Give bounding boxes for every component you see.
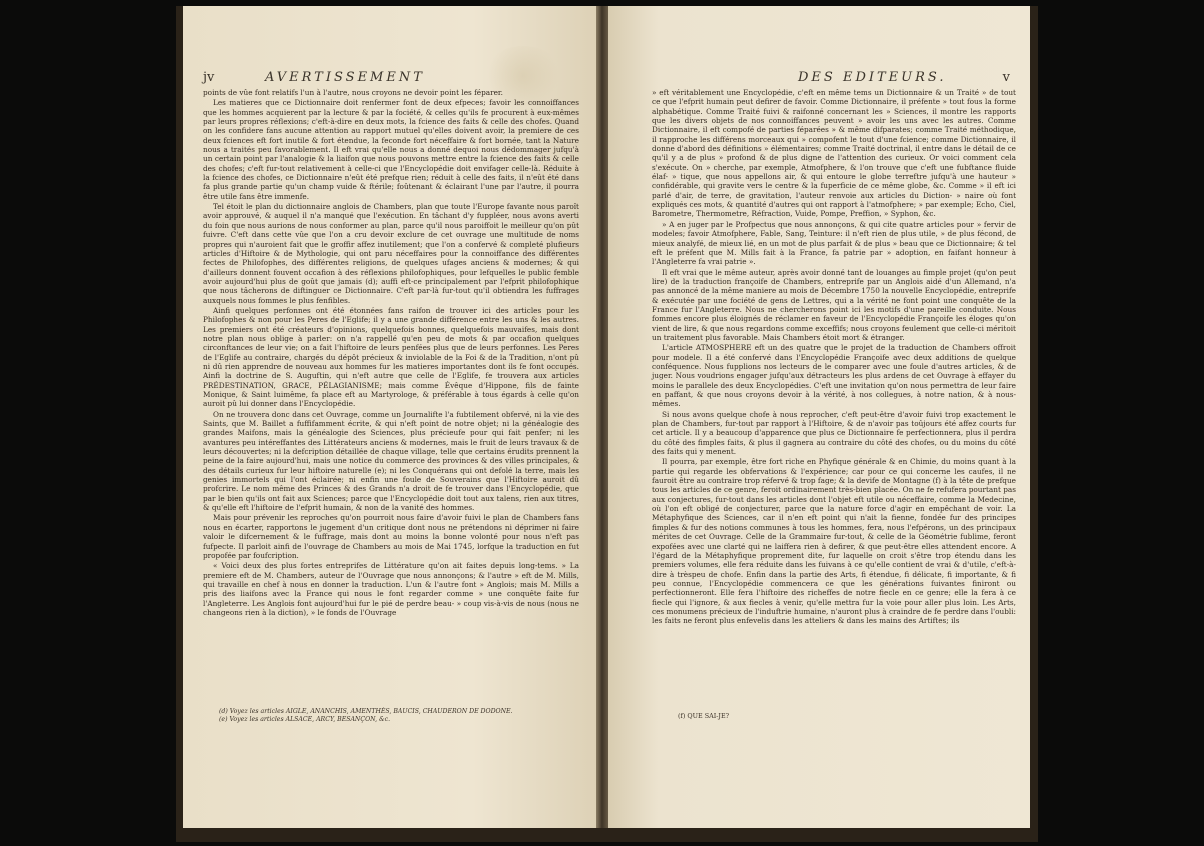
paragraph: Il eft vrai que le même auteur, après avoir donné tant de louanges au fimple projet (qu'on peut lire) de la traduction françoife de Chambers, entreprife par un Anglois aidé d'un Allemand, n'a pas annoncé de la même maniere au mois de Décembre 1750 la nouvelle Encyclopédie, entreprife & exécutée par une fociété de gens de Lettres, qui a la vérité ne font point une conquête de la France fur l'Angleterre. Nous ne chercherons point ici les motifs d'une pareille conduite. Nous fommes encore plus éloignés de réclamer en faveur de l'Encyclopédie Françoife les éloges qu'on vient de lire, & que nous regardons comme exceffifs; nous croyons feulement que celle-ci méritoit un traitement plus favorable. Mais Chambers étoit mort & étranger. — [652, 267, 1016, 342]
right-footnote: (f) QUE SAI-JE? — [678, 712, 730, 720]
footnote: (d) Voyez les articles AIGLE, ANANCHIS, AMENTHÈS, BAUCIS, CHAUDERON DE DODONE. — [219, 708, 513, 715]
right-page — [608, 6, 1030, 828]
right-running-header — [628, 70, 1010, 86]
left-text-block — [203, 88, 579, 728]
paragraph: Tel étoit le plan du dictionnaire anglois de Chambers, plan que toute l'Europe favante nous paroît avoir approuvé, & auquel il n'a manqué que l'exécution. En tâchant d'y fuppléer, nous avons averti du foin que nous aurions de nous conformer au plan, parce qu'il nous paroiffoit le meilleur qu'on pût fuivre. C'eft dans cette vûe que l'on a cru devoir exclure de cet ouvrage une multitude de noms propres qui n'auroient fait que le groffir affez inutilement; que l'on a confervé & completé plufieurs articles d'Hiftoire & de Mythologie, qui ont paru néceffaires pour la connoiffance des différentes fectes de Philofophes, des différentes religions, de quelques ufages anciens & modernes; & qui d'ailleurs donnent fouvent occafion à des réflexions philofophiques, pour lefquelles le public femble avoir aujourd'hui plus de goût que jamais (d); auffi eft-ce principalement par l'efprit philofophique que nous tâcherons de diftinguer ce Dictionnaire. C'eft par-là fur-tout qu'il obtiendra les fuffrages auxquels nous fommes le plus fenfibles. — [203, 202, 579, 305]
paragraph: Si nous avons quelque chofe à nous reprocher, c'eft peut-être d'avoir fuivi trop exactement le plan de Chambers, fur-tout par rapport à l'Hiftoire, & de n'avoir pas toûjours été affez courts fur cet article. Il y a beaucoup d'apparence que plus ce Dictionnaire fe perfectionnera, plus il perdra du côté des fimples faits, & plus il gagnera au contraire du côté des chofes, ou du moins du côté des faits qui y menent. — [652, 409, 1016, 457]
footnote: (e) Voyez les articles ALSACE, ARCY, BESANÇON, &c. — [219, 716, 391, 723]
paragraph: Ainfi quelques perfonnes ont été étonnées fans raifon de trouver ici des articles pour les Philofophes & non pour les Peres de l'Eglife; il y a une grande différence entre les uns & les autres. Les premiers ont été créateurs d'opinions, quelquefois bonnes, quelquefois mauvaifes, mais dont notre plan nous oblige à parler: on n'a rappellé qu'en peu de mots & par occafion quelques circonftances de leur vie; on a fait l'hiftoire de leurs penfées plus que de leurs perfonnes. Les Peres de l'Eglife au contraire, chargés du dépôt précieux & inviolable de la Foi & de la Tradition, n'ont pû ni dû rien apprendre de nouveau aux hommes fur les matieres importantes dont ils fe font occupés. Ainfi la doctrine de S. Auguftin, qui n'eft autre que celle de l'Eglife, fe trouvera aux articles PRÉDESTINATION, GRACE, PÉLAGIANISME; mais comme Évêque d'Hippone, fils de fainte Monique, & Saint luimême, fa place eft au Martyrologe, & préférable à tous égards à celle qu'on auroit pû lui donner dans l'Encyclopédie. — [203, 305, 579, 409]
right-text-block — [652, 88, 1016, 728]
right-header-title: DES EDITEURS. — [798, 70, 947, 85]
paragraph: Mais pour prévenir les reproches qu'on pourroit nous faire d'avoir fuivi le plan de Chambers fans nous en écarter, rapportons le jugement d'un critique dont nous ne prétendons ni déprimer ni faire valoir le difcernement & le fuffrage, mais dont au moins la bonne volonté pour nous n'eft pas fufpecte. Il parloit ainfi de l'ouvrage de Chambers au mois de Mai 1745, lorfque la traduction en fut propofée par foufcription. — [203, 513, 579, 560]
paragraph: L'article ATMOSPHERE eft un des quatre que le projet de la traduction de Chambers offroit pour modele. Il a été confervé dans l'Encyclopédie Françoife avec deux additions de quelque conféquence. Nous fupplions nos lecteurs de le comparer avec une foule d'autres articles, & de juger. Nous voudrions engager jufqu'aux détracteurs les plus ardens de cet Ouvrage à effayer du moins le parallele des deux Encyclopédies. C'eft une invitation qu'on nous permettra de leur faire en paffant, & que nous croyons devoir à la vérité, à nos collegues, à notre nation, & à nous-mêmes. — [652, 343, 1016, 409]
paragraph: On ne trouvera donc dans cet Ouvrage, comme un Journalifte l'a fubtilement obfervé, ni la vie des Saints, que M. Baillet a fuffifamment écrite, & qui n'eft point de notre objet; ni la généalogie des grandes Maifons, mais la généalogie des Sciences, plus précieufe pour qui fait penfer; ni les avantures peu intéreffantes des Littérateurs anciens & modernes, mais le fruit de leurs travaux & de leurs découvertes; ni la defcription détaillée de chaque village, telle que certains érudits prennent la peine de la faire aujourd'hui, mais une notice du commerce des provinces & des villes principales, & des détails curieux fur leur hiftoire naturelle (e); ni les Conquérans qui ont defolé la terre, mais les genies immortels qui l'ont éclairée; ni enfin une foule de Souverains que l'Hiftoire auroit dû profcrire. Le nom même des Princes & des Grands n'a droit de fe trouver dans l'Encyclopédie, que par le bien qu'ils ont fait aux Sciences; parce que l'Encyclopédie doit tout aux talens, rien aux titres, & qu'elle eft l'hiftoire de l'efprit humain, & non de la vanité des hommes. — [203, 409, 579, 513]
left-header-title: AVERTISSEMENT — [265, 70, 425, 85]
paragraph: Il pourra, par exemple, être fort riche en Phyfique générale & en Chimie, du moins quant à la partie qui regarde les obfervations & l'expérience; car pour ce qui concerne les caufes, il ne fauroit être au contraire trop réfervé & trop fage; & la devife de Montagne (f) à la tête de prefque tous les articles de ce genre, feroit ordinairement très-bien placée. On ne fe refufera pourtant pas aux conjectures, fur-tout dans les articles dont l'objet eft utile ou néceffaire, comme la Medecine, où l'on eft obligé de conjecturer, parce que la nature force d'agir en empêchant de voir. La Métaphyfique des Sciences, car il n'en eft point qui n'ait la fienne, fondée fur des principes fimples & fur des notions communes à tous les hommes, fera, nous l'efpérons, un des principaux mérites de cet Ouvrage. Celle de la Grammaire fur-tout, & celle de la Géométrie fublime, feront expofées avec une clarté qui ne laiffera rien à defirer, & que peut-être elles attendent encore. A l'égard de la Métaphyfique proprement dite, fur laquelle on croit s'être trop étendu dans les premiers volumes, elle fera réduite dans les fuivans à ce qu'elle contient de vrai & d'utile, c'eft-à-dire à trèspeu de chofe. Enfin dans la partie des Arts, fi étendue, fi délicate, fi importante, & fi peu connue, l'Encyclopédie commencera ce que les générations fuivantes finiront ou perfectionneront. Elle fera l'hiftoire des richeffes de notre fiecle en ce genre; elle la fera à ce fiecle qui l'ignore, & aux fiecles à venir, qu'elle mettra fur la voie pour aller plus loin. Les Arts, ces monumens précieux de l'induftrie humaine, n'auront plus à craindre de fe perdre dans l'oubli: les faits ne feront plus enfevelis dans les atteliers & dans les mains des Artiftes; ils — [652, 457, 1016, 626]
paragraph: » eft véritablement une Encyclopédie, c'eft en même tems un Dictionnaire & un Traité » de tout ce que l'efprit humain peut defirer de favoir. Comme Dictionnaire, il préfente » tout fous la forme alphabétique. Comme Traité fuivi & raifonné concernant les » Sciences, il montre les rapports que les divers objets de nos connoiffances peuvent » avoir les uns avec les autres. Comme Dictionnaire, il eft compofé de parties féparées » & même difparates; comme Traité méthodique, il rapproche les différens morceaux qui » compofent le tout d'une fcience; comme Dictionnaire, il donne d'abord des définitions » élémentaires; comme Traité doctrinal, il entre dans le détail de ce qu'il y a de plus » profond & de plus digne de l'attention des curieux. Or voici comment cela s'exécute. On » cherche, par exemple, Atmofphere, & l'on trouve que c'eft une fubftance fluide élaf- » tique, que nous appellons air, & qui entoure le globe terreftre jufqu'à une hauteur » confidérable, qui gravite vers le centre & la fuperficie de ce même globe, &c. Comme » il eft ici parlé d'air, de terre, de gravitation, l'auteur renvoie aux articles du Diction- » naire où font expliqués ces mots, & quantité d'autres qui ont rapport à l'atmofphere; » par exemple; Echo, Ciel, Barometre, Thermometre, Réfraction, Vuide, Pompe, Preffion, » Syphon, &c. — [652, 88, 1016, 219]
left-page — [183, 6, 597, 828]
left-footnotes — [219, 708, 577, 724]
left-running-header — [203, 70, 577, 86]
paragraph: Les matieres que ce Dictionnaire doit renfermer font de deux efpeces; favoir les connoiffances que les hommes acquierent par la lecture & par la fociété, & celles qu'ils fe procurent à eux-mêmes par leurs propres réflexions; c'eft-à-dire en deux mots, la fcience des faits & celle des chofes. Quand on les confidere fans aucune attention au rapport mutuel qu'elles doivent avoir, la premiere de ces deux fciences eft fort inutile & fort étendue, la feconde fort néceffaire & fort bornée, tant la Nature nous a traités peu favorablement. Il eft vrai qu'elle nous a donné dequoi nous dédommager jufqu'à un certain point par l'analogie & la liaifon que nous pouvons mettre entre la fcience des faits & celle des chofes; c'eft fur-tout relativement à celle-ci que l'Encyclopédie doit envifager celle-là. Réduite à la fcience des chofes, ce Dictionnaire n'eût été prefque rien; réduit à celle des faits, il n'eût été dans fa plus grande partie qu'un champ vuide & ftérile; foûtenant & éclairant l'une par l'autre, il pourra être utile fans être immenfe. — [203, 98, 579, 201]
paragraph: » A en juger par le Profpectus que nous annonçons, & qui cite quatre articles pour » fervir de modeles; favoir Atmofphere, Fable, Sang, Teinture: il n'eft rien de plus utile, » de plus fécond, de mieux analyfé, de mieux lié, en un mot de plus parfait & de plus » beau que ce Dictionnaire; & tel eft le préfent que M. Mills fait à la France, fa patrie par » adoption, en faifant honneur à l'Angleterre fa vrai patrie ». — [652, 219, 1016, 267]
paragraph: « Voici deux des plus fortes entreprifes de Littérature qu'on ait faites depuis long-tems. » La premiere eft de M. Chambers, auteur de l'Ouvrage que nous annonçons; & l'autre » eft de M. Mills, qui travaille en chef à nous en donner la traduction. L'un & l'autre font » Anglois; mais M. Mills a pris des liaifons avec la France qui nous le font regarder comme » une conquête faite fur l'Angleterre. Les Anglois font aujourd'hui fur le pié de perdre beau- » coup vis-à-vis de nous (nous ne changeons rien à la diction), » le fonds de l'Ouvrage — [203, 561, 579, 617]
left-page-number: jv — [203, 70, 215, 85]
paragraph: points de vûe font relatifs l'un à l'autre, nous croyons ne devoir point les féparer. — [203, 88, 503, 97]
right-page-number: v — [1002, 70, 1010, 85]
